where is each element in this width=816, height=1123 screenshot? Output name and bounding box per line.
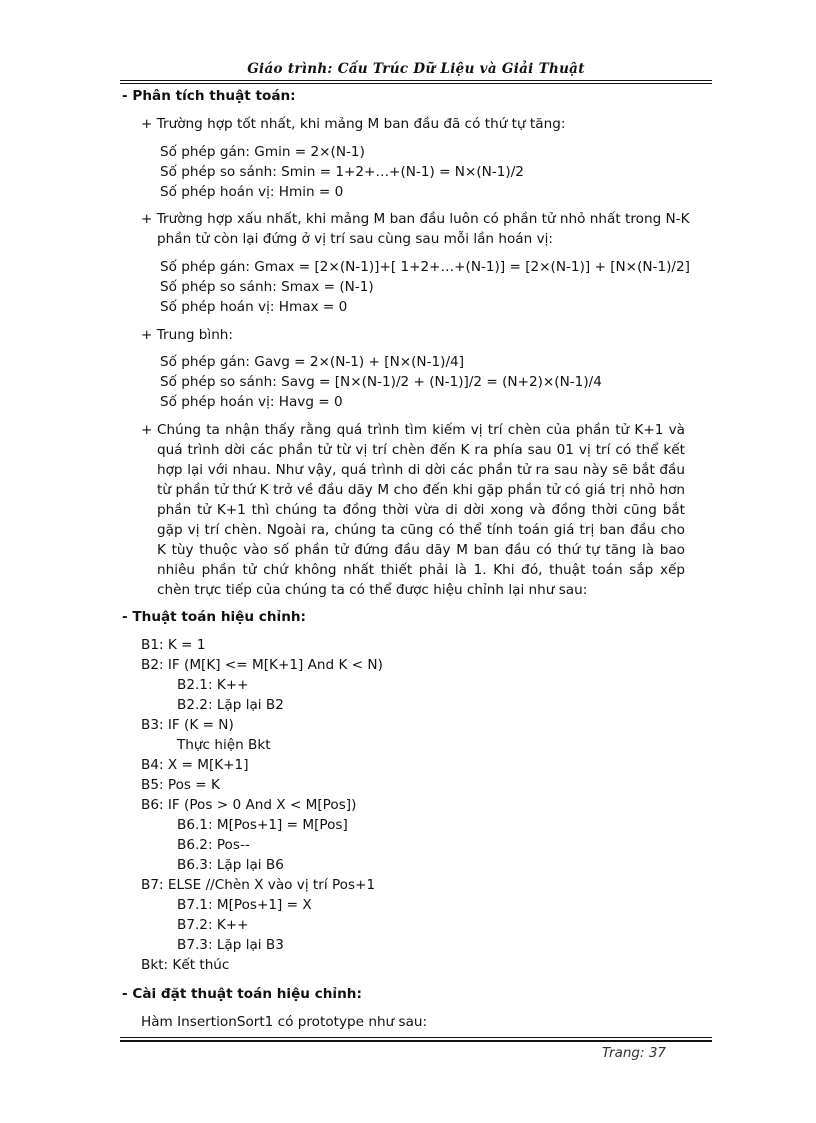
footer-rule bbox=[120, 1037, 712, 1042]
implementation-text: Hàm InsertionSort1 có prototype như sau: bbox=[141, 1014, 428, 1030]
header-rule bbox=[120, 80, 712, 84]
step-b7: B7: ELSE //Chèn X vào vị trí Pos+1 bbox=[141, 877, 376, 893]
best-swap-line: Số phép hoán vị: Hmin = 0 bbox=[160, 184, 344, 200]
step-b7-2: B7.2: K++ bbox=[177, 917, 249, 933]
step-b3: B3: IF (K = N) bbox=[141, 717, 234, 733]
best-assign-line: Số phép gán: Gmin = 2×(N-1) bbox=[160, 144, 365, 160]
average-assign-line: Số phép gán: Gavg = 2×(N-1) + [N×(N-1)/4] bbox=[160, 354, 464, 370]
step-bkt: Bkt: Kết thúc bbox=[141, 957, 230, 973]
step-b3-action: Thực hiện Bkt bbox=[177, 737, 271, 753]
step-b6: B6: IF (Pos > 0 And X < M[Pos]) bbox=[141, 797, 357, 813]
step-b4: B4: X = M[K+1] bbox=[141, 757, 249, 773]
step-b6-2: B6.2: Pos-- bbox=[177, 837, 250, 853]
average-compare-line: Số phép so sánh: Savg = [N×(N-1)/2 + (N-1)]/2 = (N+2)×(N-1)/4 bbox=[160, 374, 602, 390]
step-b2-1: B2.1: K++ bbox=[177, 677, 249, 693]
step-b2: B2: IF (M[K] <= M[K+1] And K < N) bbox=[141, 657, 383, 673]
step-b7-1: B7.1: M[Pos+1] = X bbox=[177, 897, 312, 913]
step-b5: B5: Pos = K bbox=[141, 777, 220, 793]
step-b7-3: B7.3: Lặp lại B3 bbox=[177, 937, 284, 953]
best-compare-line: Số phép so sánh: Smin = 1+2+…+(N-1) = N×(N-1)/2 bbox=[160, 164, 524, 180]
worst-case-title-line2: phần tử còn lại đứng ở vị trí sau cùng sau mỗi lần hoán vị: bbox=[157, 231, 553, 247]
header-title: Giáo trình: Cấu Trúc Dữ Liệu và Giải Thuật bbox=[247, 61, 585, 77]
page-number: Trang: 37 bbox=[601, 1045, 666, 1061]
note-paragraph bbox=[141, 420, 685, 600]
revised-heading: - Thuật toán hiệu chỉnh: bbox=[122, 609, 306, 625]
analysis-heading: - Phân tích thuật toán: bbox=[122, 88, 296, 104]
best-case-title: + Trường hợp tốt nhất, khi mảng M ban đầu đã có thứ tự tăng: bbox=[141, 116, 566, 132]
step-b6-3: B6.3: Lặp lại B6 bbox=[177, 857, 284, 873]
step-b6-1: B6.1: M[Pos+1] = M[Pos] bbox=[177, 817, 348, 833]
average-case-title: + Trung bình: bbox=[141, 327, 234, 343]
note-text: Chúng ta nhận thấy rằng quá trình tìm kiếm vị trí chèn của phần tử K+1 và quá trình dời các phần tử từ vị trí chèn đến K ra phía sau 01 vị trí có thể kết hợp lại với nhau. Như vậy, quá trình di dời các phần tử ra sau này sẽ bắt đầu từ phần tử thứ K trở về đầu dãy M cho đến khi gặp phần tử có giá trị nhỏ hơn phần tử K+1 thì chúng ta đồng thời vừa di dời xong và đồng thời cũng bắt gặp vị trí chèn. Ngoài ra, chúng ta cũng có thể tính toán giá trị ban đầu cho K tùy thuộc vào số phần tử đứng đầu dãy M ban đầu có thứ tự tăng là bao nhiêu phần tử chứ không nhất thiết phải là 1. Khi đó, thuật toán sắp xếp chèn trực tiếp của chúng ta có thể được hiệu chỉnh lại như sau: bbox=[157, 422, 685, 598]
worst-compare-line: Số phép so sánh: Smax = (N-1) bbox=[160, 279, 374, 295]
average-swap-line: Số phép hoán vị: Havg = 0 bbox=[160, 394, 343, 410]
implementation-heading: - Cài đặt thuật toán hiệu chỉnh: bbox=[122, 986, 362, 1002]
step-b2-2: B2.2: Lặp lại B2 bbox=[177, 697, 284, 713]
step-b1: B1: K = 1 bbox=[141, 637, 206, 653]
worst-assign-line: Số phép gán: Gmax = [2×(N-1)]+[ 1+2+…+(N-1)] = [2×(N-1)] + [N×(N-1)/2] bbox=[160, 259, 690, 275]
note-bullet-mark: + bbox=[141, 422, 153, 438]
worst-swap-line: Số phép hoán vị: Hmax = 0 bbox=[160, 299, 348, 315]
worst-case-title-line1: + Trường hợp xấu nhất, khi mảng M ban đầu luôn có phần tử nhỏ nhất trong N-K bbox=[141, 211, 690, 227]
